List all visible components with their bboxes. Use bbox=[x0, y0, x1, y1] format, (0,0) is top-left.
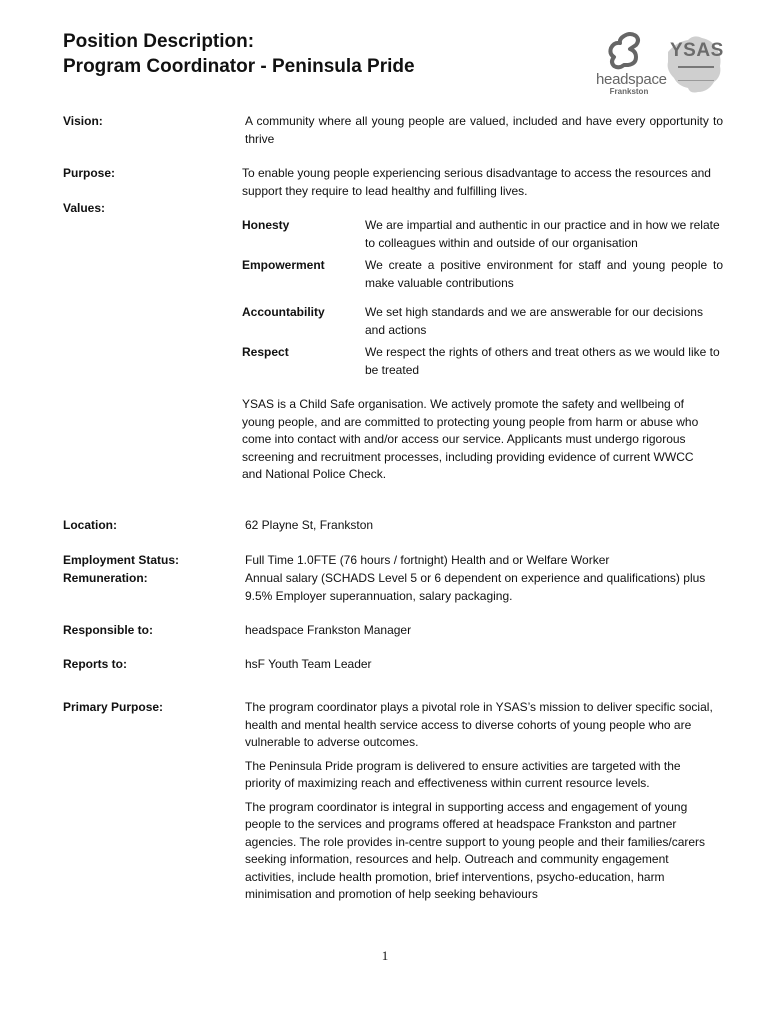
ysas-logo bbox=[664, 32, 724, 98]
ysas-wordmark: YSAS bbox=[670, 40, 724, 61]
headspace-logo bbox=[596, 30, 667, 98]
primary-purpose-paragraph: The program coordinator is integral in supporting access and engagement of young people to the services and programs offered at headspace Frankston and partner agencies. The role provides in-centre support to young people and their families/carers seeking information, resources and help. Outreach and community engagement activities, include health promotion, brief interventions, psycho-education, harm minimisation and promotion of help seeking behaviours bbox=[245, 799, 706, 901]
value-desc-honesty: We are impartial and authentic in our practice and in how we relate to colleagues within and outside of our organisation bbox=[365, 218, 720, 250]
employment-status-value: Full Time 1.0FTE (76 hours / fortnight) Health and or Welfare Worker bbox=[245, 553, 610, 567]
employment-status-label: Employment Status: bbox=[63, 553, 180, 567]
primary-purpose-paragraph: The program coordinator plays a pivotal role in YSAS’s mission to deliver specific social, health and mental health service access to diverse cohorts of young people who are vulnerable to adverse outcomes. bbox=[245, 700, 713, 749]
value-desc-accountability: We set high standards and we are answerable for our decisions and actions bbox=[365, 305, 703, 337]
page-title-line1: Position Description: bbox=[63, 31, 255, 52]
vision-label: Vision: bbox=[63, 114, 103, 128]
value-desc-empowerment: We create a positive environment for staff and young people to make valuable contributions bbox=[365, 258, 723, 290]
values-label: Values: bbox=[63, 201, 106, 215]
primary-purpose-body bbox=[245, 699, 715, 910]
reports-to-label: Reports to: bbox=[63, 657, 127, 671]
remuneration-value: Annual salary (SCHADS Level 5 or 6 dependent on experience and qualifications) plus 9.5% Employer superannuation, salary packaging. bbox=[245, 571, 706, 603]
responsible-to-value: headspace Frankston Manager bbox=[245, 623, 412, 637]
value-name-empowerment: Empowerment bbox=[242, 258, 325, 272]
location-value: 62 Playne St, Frankston bbox=[245, 518, 374, 532]
value-name-respect: Respect bbox=[242, 345, 289, 359]
vision-text: A community where all young people are valued, included and have every opportunity to thrive bbox=[245, 114, 723, 146]
remuneration-label: Remuneration: bbox=[63, 571, 148, 585]
value-desc-respect: We respect the rights of others and treat others as we would like to be treated bbox=[365, 345, 720, 377]
headspace-wordmark: headspace bbox=[596, 71, 667, 88]
page-number: 1 bbox=[381, 948, 389, 963]
page-title-line2: Program Coordinator - Peninsula Pride bbox=[63, 56, 415, 77]
value-name-accountability: Accountability bbox=[242, 305, 325, 319]
primary-purpose-paragraph: The Peninsula Pride program is delivered to ensure activities are targeted with the priority of maximizing reach and effectiveness within current resource levels. bbox=[245, 758, 681, 790]
child-safe-statement: YSAS is a Child Safe organisation. We actively promote the safety and wellbeing of young people, and are committed to protecting young people from harm or abuse who come into contact with and/or access our service. Applicants must undergo rigorous screening and recruitment processes, including providing evidence of current WWCC and National Police Check. bbox=[242, 397, 699, 481]
headspace-head-icon bbox=[596, 30, 662, 76]
primary-purpose-label: Primary Purpose: bbox=[63, 700, 164, 714]
value-name-honesty: Honesty bbox=[242, 218, 290, 232]
reports-to-value: hsF Youth Team Leader bbox=[245, 657, 372, 671]
purpose-text: To enable young people experiencing serious disadvantage to access the resources and support they require to lead healthy and fulfilling lives. bbox=[242, 166, 711, 198]
responsible-to-label: Responsible to: bbox=[63, 623, 154, 637]
location-label: Location: bbox=[63, 518, 117, 532]
ysas-tagline-graphic bbox=[678, 66, 714, 81]
purpose-label: Purpose: bbox=[63, 166, 116, 180]
headspace-location: Frankston bbox=[609, 87, 649, 96]
